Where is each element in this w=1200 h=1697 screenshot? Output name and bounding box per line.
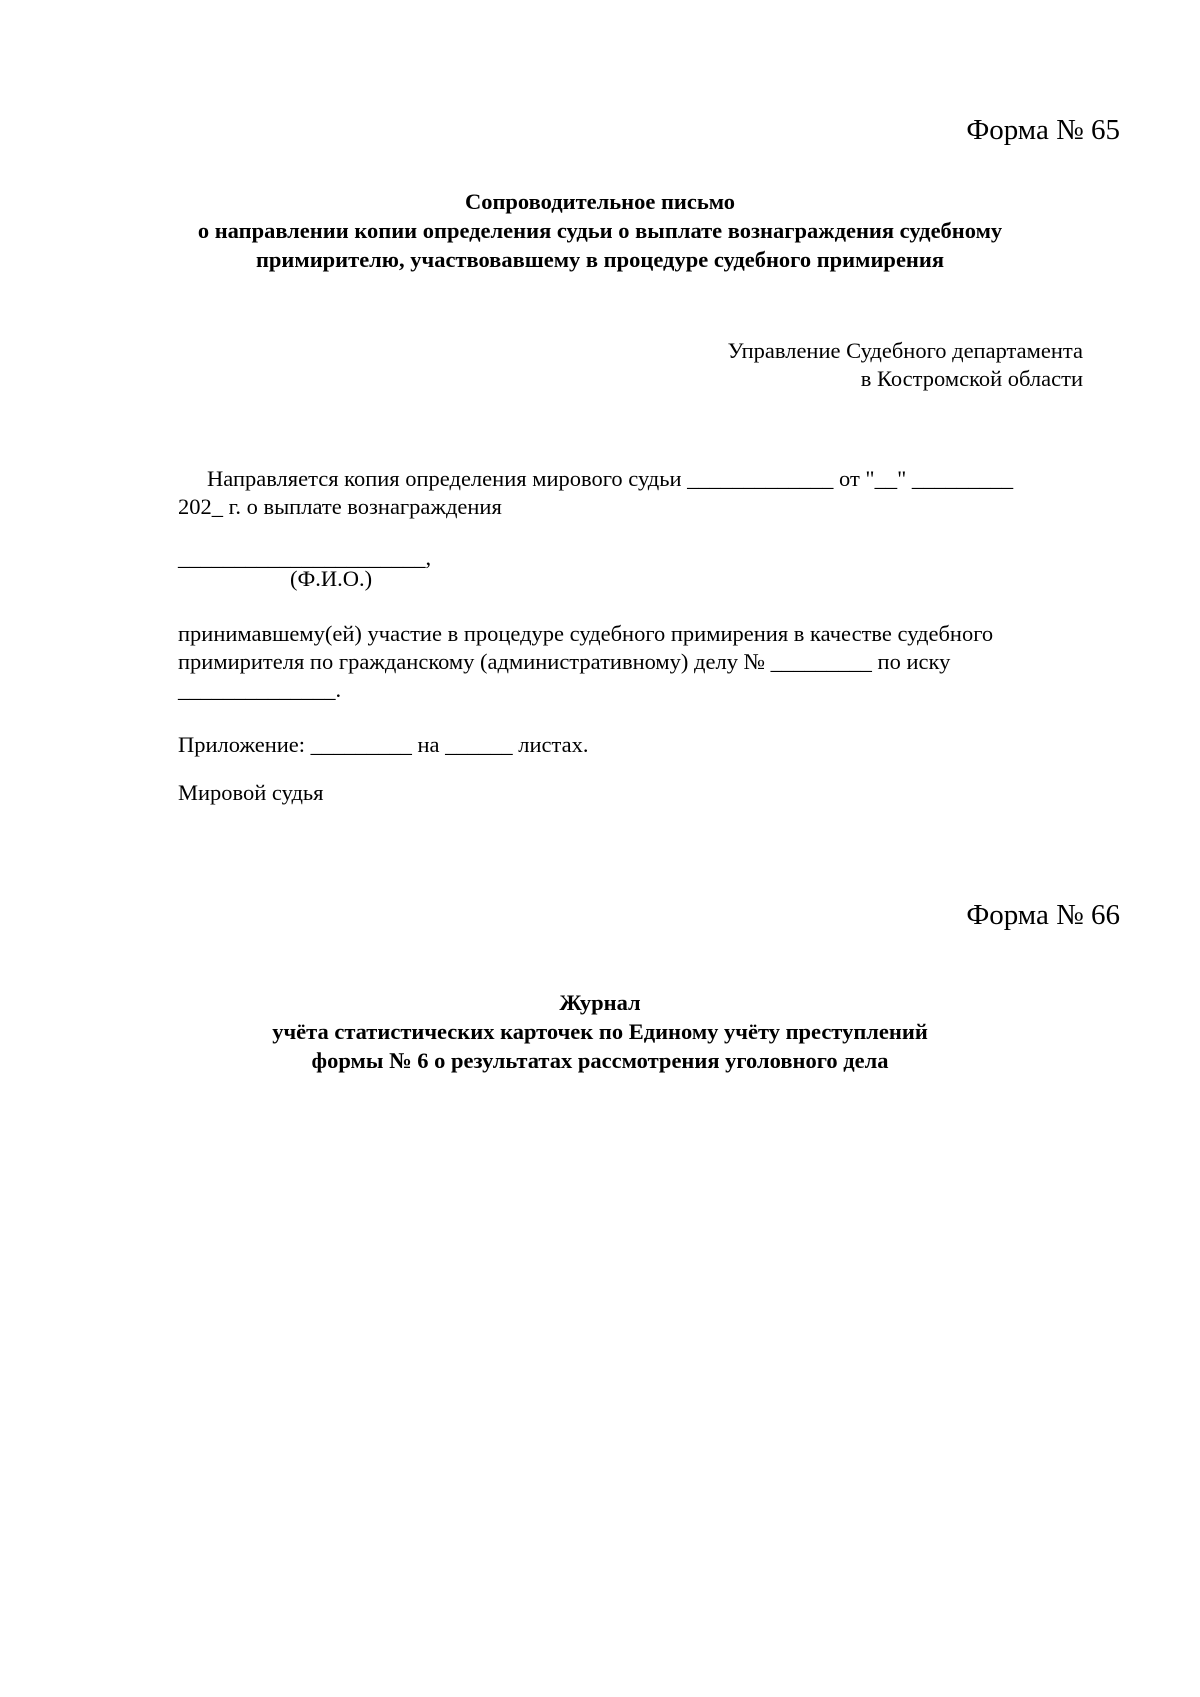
form-65-title bbox=[0, 187, 1200, 274]
form-65-title-line-1: Сопроводительное письмо bbox=[464, 189, 736, 214]
form-66-title-line-2: учёта статистических карточек по Единому учёту преступлений bbox=[272, 1019, 928, 1044]
form-65-title-line-3: примирителю, участвовавшему в процедуре судебного примирения bbox=[255, 247, 945, 272]
fio-label: (Ф.И.О.) bbox=[290, 566, 373, 591]
paragraph-copy-sent-line-2: 202_ г. о выплате вознаграждения bbox=[178, 494, 502, 519]
form-66-title bbox=[0, 988, 1200, 1075]
addressee-line-1: Управление Судебного департамента bbox=[727, 338, 1083, 363]
form-66-title-line-3: формы № 6 о результатах рассмотрения уголовного дела bbox=[311, 1048, 889, 1073]
paragraph-participation-line-3: ______________. bbox=[178, 677, 342, 702]
form-65-title-line-2: о направлении копии определения судьи о выплате вознаграждения судебному bbox=[197, 218, 1003, 243]
fio-blank-line: ______________________, bbox=[178, 545, 432, 570]
paragraph-copy-sent-line-1: Направляется копия определения мирового судьи _____________ от "__" _________ bbox=[207, 466, 1014, 491]
form-65-number: Форма № 65 bbox=[966, 114, 1120, 146]
addressee-line-2: в Костромской области bbox=[860, 366, 1083, 391]
paragraph-participation-line-1: принимавшему(ей) участие в процедуре судебного примирения в качестве судебного bbox=[178, 621, 994, 646]
paragraph-participation bbox=[178, 620, 993, 704]
form-66-title-line-1: Журнал bbox=[559, 990, 641, 1015]
paragraph-copy-sent bbox=[178, 465, 1013, 521]
attachment-line: Приложение: _________ на ______ листах. bbox=[178, 732, 589, 757]
addressee-block bbox=[728, 337, 1083, 393]
signature-label: Мировой судья bbox=[178, 780, 324, 805]
form-66-number: Форма № 66 bbox=[966, 899, 1120, 931]
paragraph-participation-line-2: примирителя по гражданскому (административному) делу № _________ по иску bbox=[178, 649, 951, 674]
